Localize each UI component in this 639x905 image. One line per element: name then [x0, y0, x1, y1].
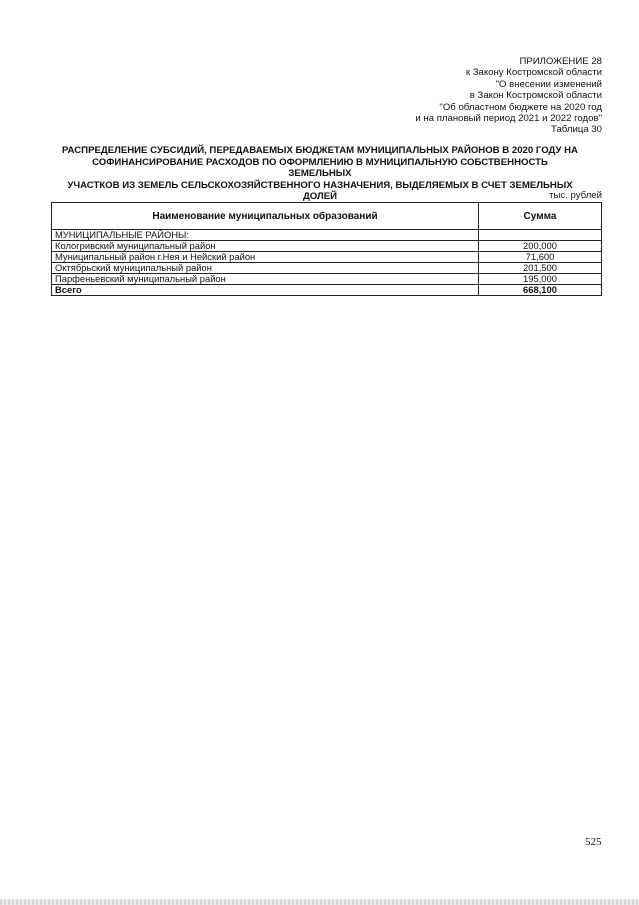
appendix-line: к Закону Костромской области [465, 67, 602, 79]
appendix-header [415, 56, 602, 136]
row-amount: 195,000 [479, 274, 602, 285]
appendix-line: ПРИЛОЖЕНИЕ 28 [519, 56, 602, 67]
table-row [52, 263, 602, 274]
total-amount: 668,100 [479, 285, 602, 296]
group-label: МУНИЦИПАЛЬНЫЕ РАЙОНЫ: [52, 230, 479, 241]
title-line: УЧАСТКОВ ИЗ ЗЕМЕЛЬ СЕЛЬСКОХОЗЯЙСТВЕННОГО НАЗНАЧЕНИЯ, ВЫДЕЛЯЕМЫХ В СЧЕТ ЗЕМЕЛЬНЫХ [67, 179, 573, 191]
title-line: СОФИНАНСИРОВАНИЕ РАСХОДОВ ПО ОФОРМЛЕНИЮ В МУНИЦИПАЛЬНУЮ СОБСТВЕННОСТЬ ЗЕМЕЛЬНЫХ [92, 156, 548, 180]
column-header-amount: Сумма [479, 203, 602, 230]
subsidy-table [51, 202, 602, 296]
group-amount-cell [479, 230, 602, 241]
table-header-row [52, 203, 602, 230]
row-name: Октябрьский муниципальный район [52, 263, 479, 274]
title-line: РАСПРЕДЕЛЕНИЕ СУБСИДИЙ, ПЕРЕДАВАЕМЫХ БЮДЖЕТАМ МУНИЦИПАЛЬНЫХ РАЙОНОВ В 2020 ГОДУ НА [62, 145, 578, 156]
appendix-line: и на плановый период 2021 и 2022 годов" [415, 113, 602, 125]
table-number: Таблица 30 [551, 124, 602, 136]
row-name: Парфеньевский муниципальный район [52, 274, 479, 285]
table-row [52, 241, 602, 252]
total-row [52, 285, 602, 296]
title-line: ДОЛЕЙ [302, 191, 338, 203]
units-label: тыс. рублей [549, 190, 602, 201]
scan-edge-strip [0, 899, 639, 905]
row-name: Кологривский муниципальный район [52, 241, 479, 252]
row-name: Муниципальный район г.Нея и Нейский район [52, 252, 479, 263]
table-row [52, 274, 602, 285]
page-number: 525 [585, 836, 602, 848]
group-row [52, 230, 602, 241]
total-label: Всего [52, 285, 479, 296]
document-title [60, 145, 580, 203]
row-amount: 71,600 [479, 252, 602, 263]
table-row [52, 252, 602, 263]
appendix-line: "О внесении изменений [495, 78, 602, 90]
appendix-line: в Закон Костромской области [469, 90, 602, 102]
appendix-line: "Об областном бюджете на 2020 год [439, 101, 602, 113]
row-amount: 201,500 [479, 263, 602, 274]
row-amount: 200,000 [479, 241, 602, 252]
column-header-name: Наименование муниципальных образований [52, 203, 479, 230]
